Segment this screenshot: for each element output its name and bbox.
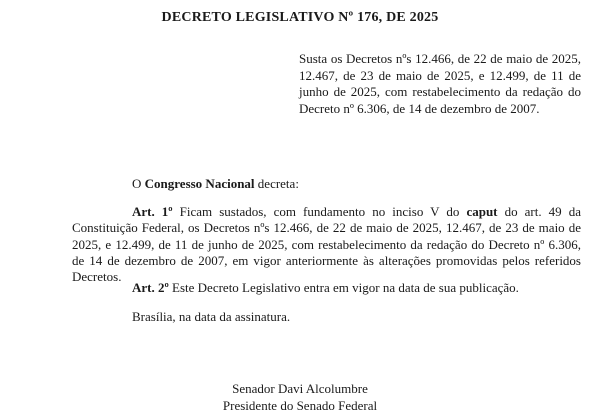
article-2-paragraph: [132, 280, 519, 297]
ementa-paragraph: Susta os Decretos nºs 12.466, de 22 de maio de 2025, 12.467, de 23 de maio de 2025, e 12.499, de 11 de junho de 2025, com restabelecimento da redação do Decreto nº 6.306, de 14 de dezembro de 2007.: [299, 51, 581, 116]
signatory-role: Presidente do Senado Federal: [222, 397, 378, 413]
article-2-label: Art. 2º: [132, 280, 169, 295]
preamble-suffix: decreta:: [254, 176, 299, 191]
signatory-name: Senador Davi Alcolumbre: [232, 381, 368, 396]
document-title: DECRETO LEGISLATIVO Nº 176, DE 2025: [161, 10, 439, 25]
article-1-label: Art. 1º: [132, 204, 173, 219]
article-2-text: Este Decreto Legislativo entra em vigor na data de sua publicação.: [168, 280, 519, 295]
congresso-nacional-emphasis: Congresso Nacional: [144, 176, 255, 191]
signature-block: [0, 381, 600, 414]
article-1-text-before: Ficam sustados, com fundamento no inciso V do: [172, 204, 467, 219]
closing-line: Brasília, na data da assinatura.: [132, 309, 291, 324]
article-1-text-after: do art. 49 da Constituição Federal, os Decretos nºs 12.466, de 22 de maio de 2025, 12.467, de 23 de maio de 2025, e 12.499, de 11 de junho de 2025, com restabelecimento da redação do Decreto nº 6.306, de 14 de dezembro de 2007, em vigor anteriormente às alterações promovidas pelos referidos Decretos.: [72, 204, 582, 285]
preamble-paragraph: [132, 176, 299, 193]
preamble-prefix: O: [132, 176, 145, 191]
caput-emphasis: caput: [466, 204, 498, 219]
article-1-paragraph: [72, 204, 581, 285]
